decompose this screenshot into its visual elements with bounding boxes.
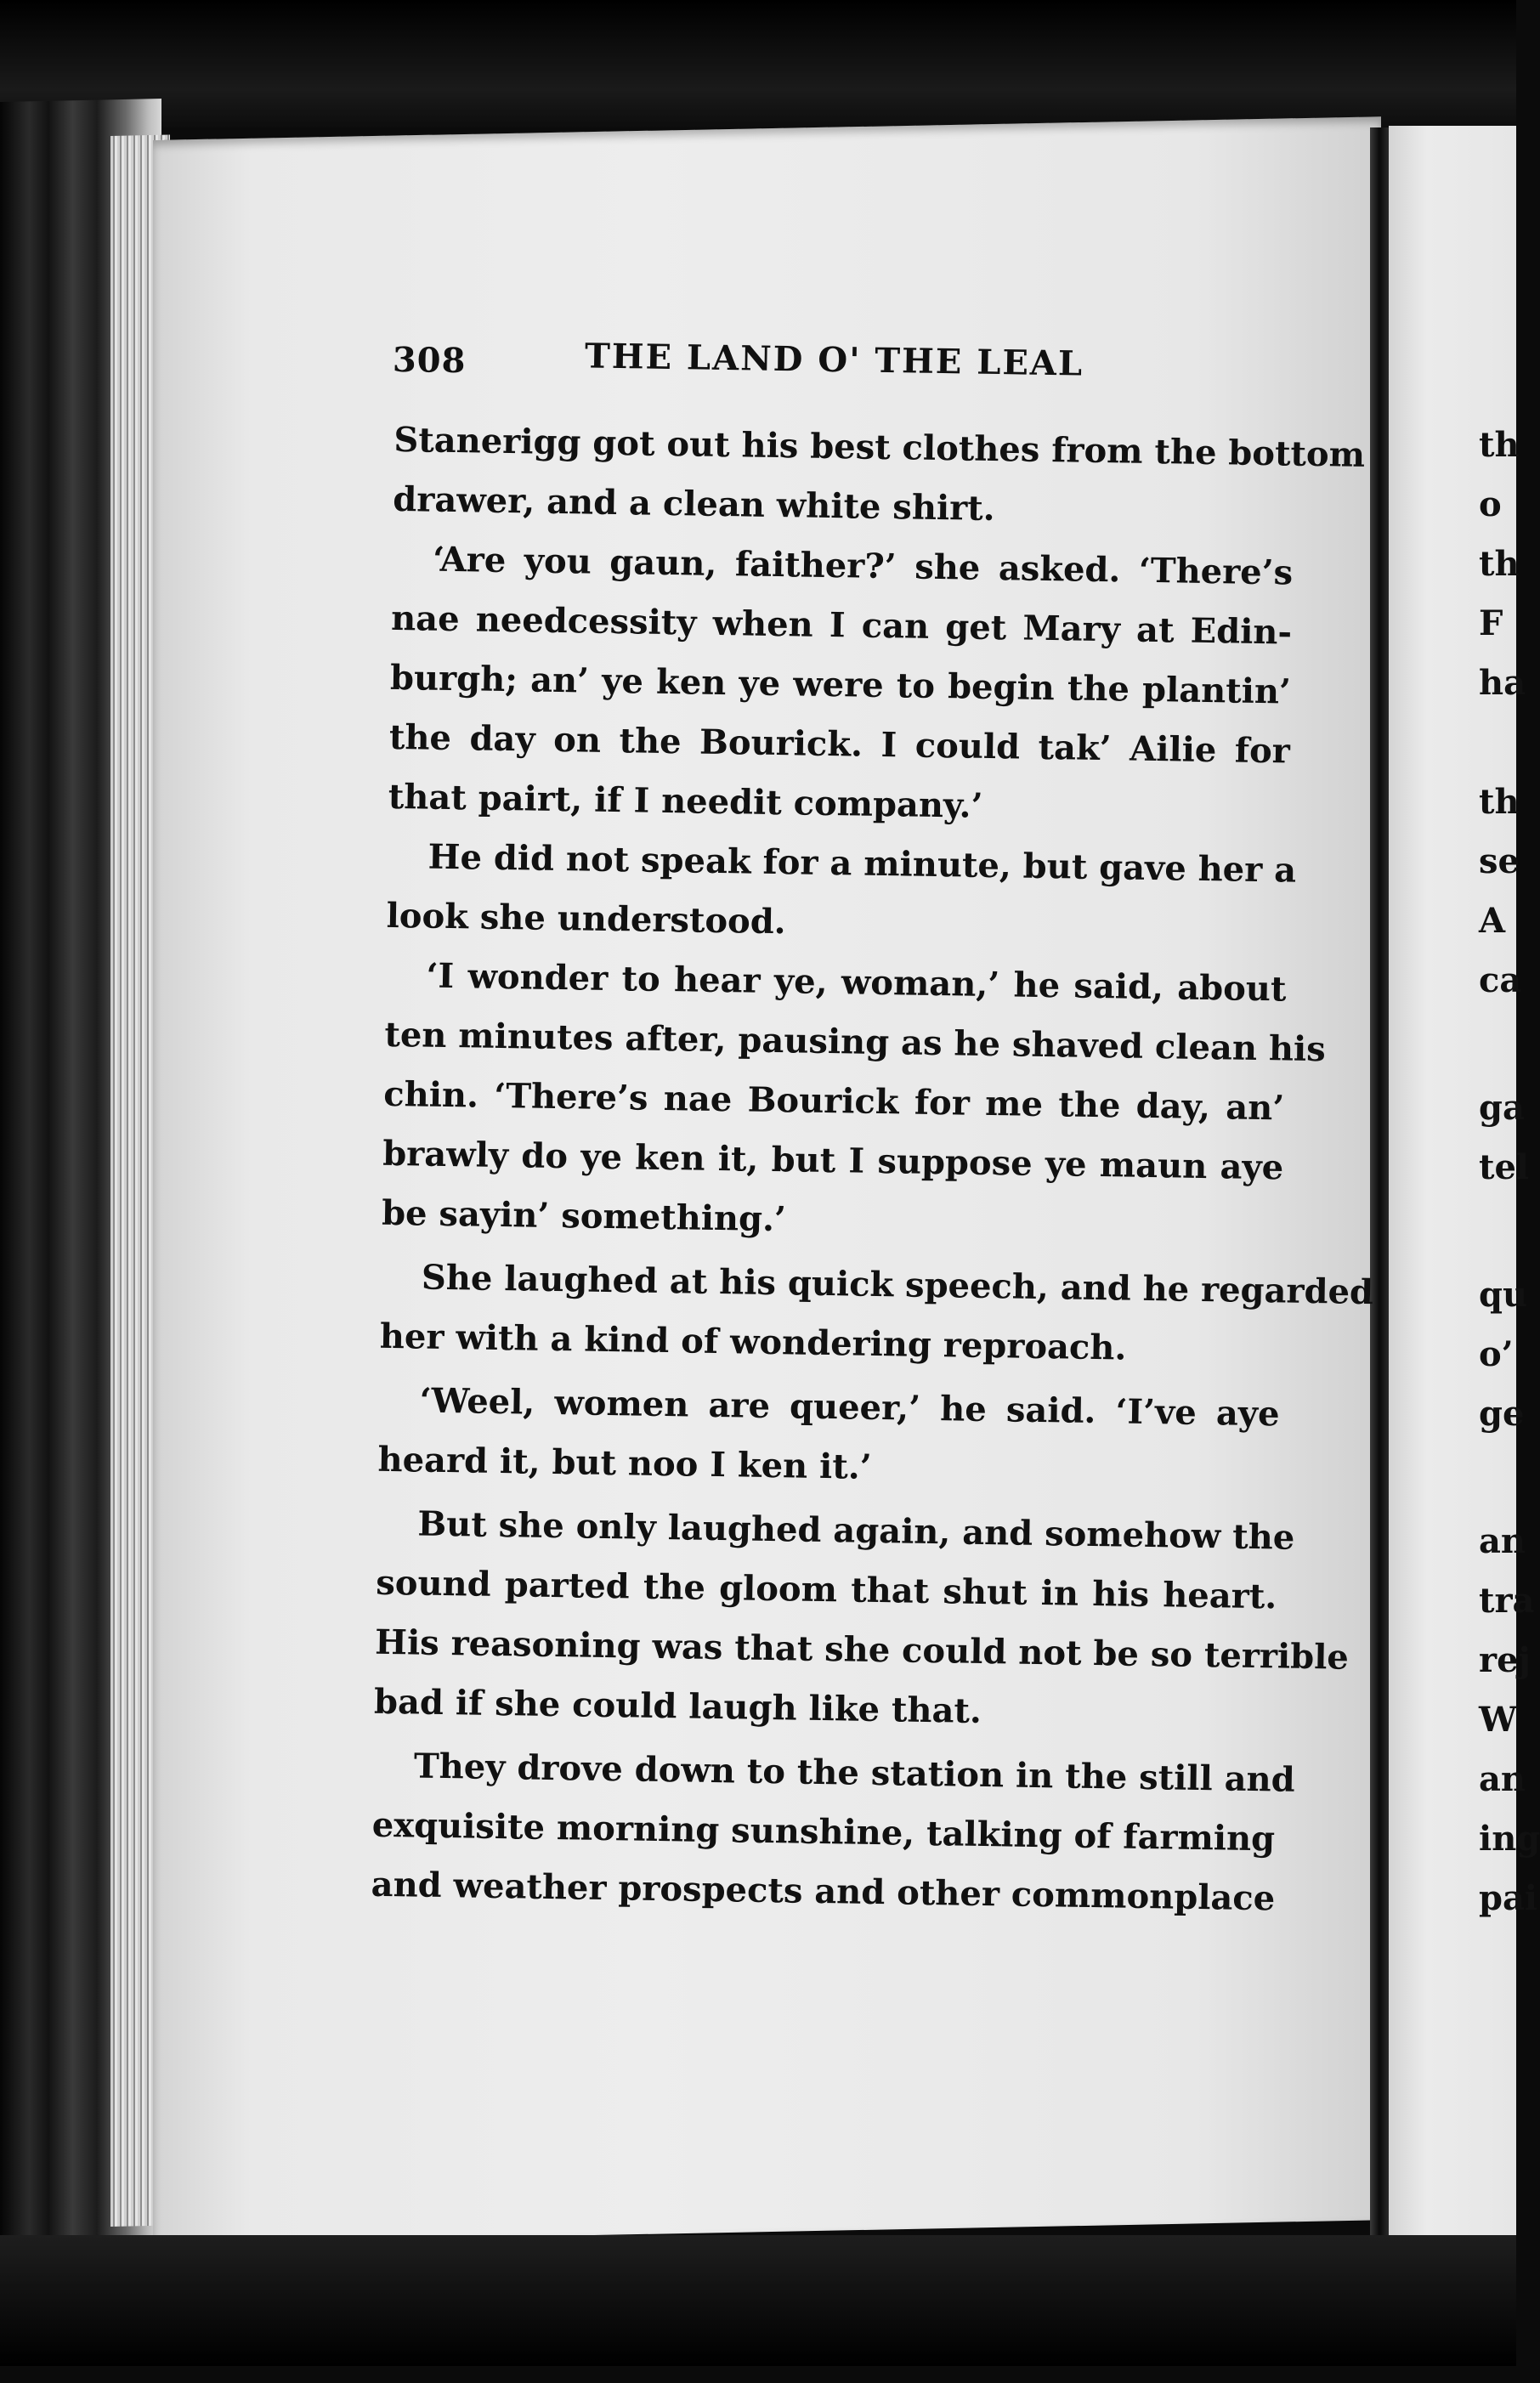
facing-fragment: th (1479, 544, 1520, 584)
body-line: Stanerigg got out his best clothes from the bottom (393, 419, 1366, 475)
facing-fragment: F (1479, 603, 1503, 643)
facing-fragment: an (1479, 1759, 1526, 1799)
facing-fragment: o’ (1479, 1334, 1514, 1374)
facing-fragment: th (1479, 425, 1520, 465)
body-line: her with a kind of wondering reproach. (379, 1316, 1127, 1368)
body-line: She laughed at his quick speech, and he regarded (421, 1257, 1374, 1313)
facing-fragment: th (1479, 782, 1520, 822)
body-line: nae needcessity when I can get Mary at Edin- (390, 597, 1293, 653)
body-line: that pairt, if I needit company.’ (388, 776, 983, 826)
body-line: heard it, but noo I ken it.’ (377, 1439, 873, 1487)
body-line: burgh; an’ ye ken ye were to begin the plantin’ (389, 657, 1292, 712)
body-line: ‘I wonder to hear ye, woman,’ he said, about (426, 955, 1287, 1010)
facing-fragment: ing (1479, 1819, 1540, 1859)
page-number: 308 (392, 339, 467, 382)
facing-fragment: se (1479, 841, 1520, 881)
facing-fragment: qu (1479, 1275, 1528, 1315)
body-line: ‘Weel, women are queer,’ he said. ‘I’ve aye (419, 1380, 1280, 1435)
body-line: the day on the Bourick. I could tak’ Ailie for (388, 716, 1291, 772)
body-line: But she only laughed again, and somehow the (417, 1503, 1295, 1558)
body-line: brawly do ye ken it, but I suppose ye maun aye (382, 1133, 1284, 1188)
body-line: look she understood. (386, 895, 787, 942)
facing-fragment: an (1479, 1521, 1526, 1561)
facing-fragment: ga (1479, 1088, 1525, 1128)
facing-fragment: o (1479, 484, 1502, 524)
body-line: sound parted the gloom that shut in his heart. (375, 1562, 1277, 1617)
body-line: ‘Are you gaun, faither?’ she asked. ‘There’s (432, 539, 1294, 593)
facing-fragment: tel (1479, 1147, 1530, 1187)
body-line: They drove down to the station in the still and (413, 1746, 1295, 1800)
body-line: drawer, and a clean white shirt. (393, 478, 996, 529)
body-line: ten minutes after, pausing as he shaved clean his (384, 1014, 1327, 1070)
body-line: be sayin’ something.’ (381, 1192, 787, 1240)
page-header (392, 333, 1158, 405)
facing-fragment: A (1479, 901, 1506, 941)
body-line: His reasoning was that she could not be so terrible (374, 1622, 1350, 1678)
facing-fragment: ge (1479, 1394, 1525, 1434)
facing-fragment: rej (1479, 1640, 1531, 1680)
body-line: exquisite morning sunshine, talking of farming (371, 1804, 1276, 1859)
facing-fragment: ha (1479, 663, 1526, 703)
running-head: THE LAND O' THE LEAL (584, 336, 1084, 384)
body-line: and weather prospects and other commonplace (371, 1864, 1276, 1919)
body-line: He did not speak for a minute, but gave her a (427, 836, 1297, 891)
facing-fragment: tra (1479, 1581, 1535, 1621)
facing-fragment: ca (1479, 960, 1522, 1000)
facing-fragment: pai (1479, 1878, 1538, 1918)
facing-page-text (1479, 0, 1540, 2366)
body-line: bad if she could laugh like that. (373, 1681, 982, 1731)
facing-fragment: W (1479, 1700, 1517, 1740)
body-line: chin. ‘There’s nae Bourick for me the day, an’ (383, 1073, 1285, 1129)
